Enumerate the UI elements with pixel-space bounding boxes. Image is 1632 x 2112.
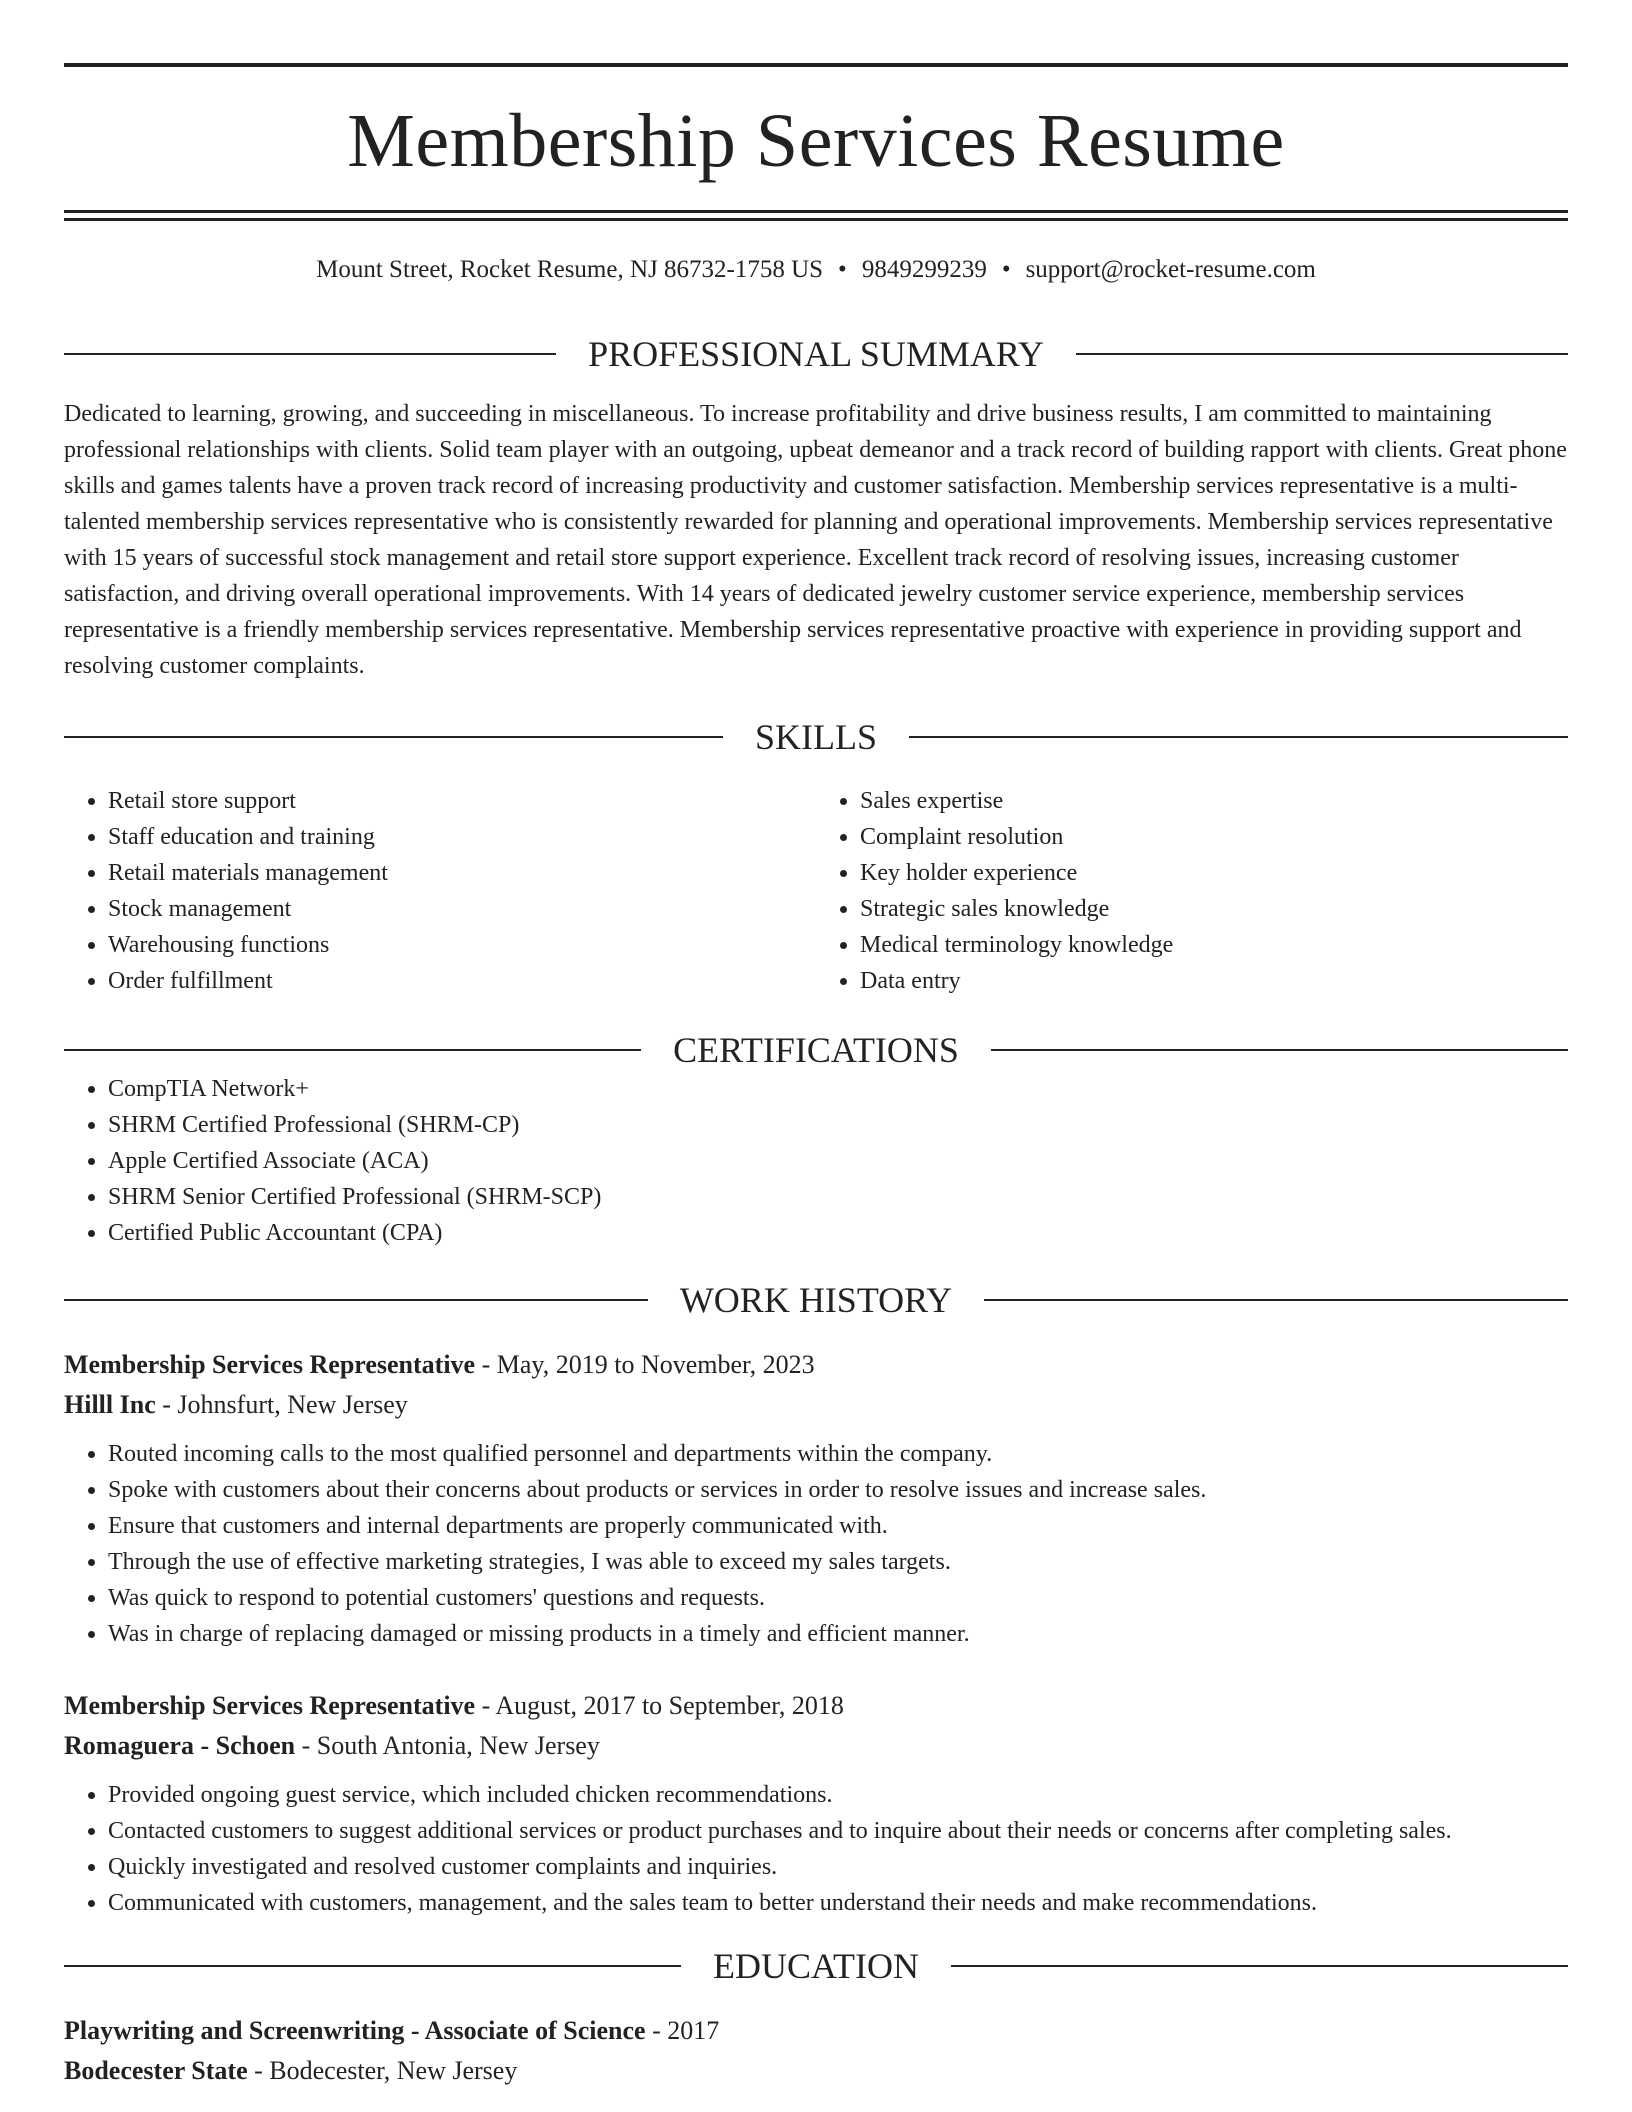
section-heading-skills bbox=[64, 716, 1568, 758]
job-title: Membership Services Representative bbox=[64, 1691, 476, 1720]
job-duty: • Routed incoming calls to the most qualified personnel and departments within the company. bbox=[108, 1436, 1568, 1472]
job-title-line: Membership Services Representative - May, 2019 to November, 2023 bbox=[64, 1350, 815, 1379]
job-dates: August, 2017 to September, 2018 bbox=[495, 1691, 844, 1720]
section-heading-summary bbox=[64, 333, 1568, 375]
contact-address: Mount Street, Rocket Resume, NJ 86732-1758 US bbox=[316, 256, 824, 283]
job-duty: • Contacted customers to suggest additional services or product purchases and to inquire about their needs or concerns after completing sales. bbox=[108, 1813, 1568, 1849]
skill-item: • Data entry bbox=[860, 963, 1568, 999]
job-duty: • Through the use of effective marketing strategies, I was able to exceed my sales targets. bbox=[108, 1544, 1568, 1580]
job-entry bbox=[64, 1345, 1568, 1652]
job-duty: • Was quick to respond to potential customers' questions and requests. bbox=[108, 1580, 1568, 1616]
job-duty: • Quickly investigated and resolved customer complaints and inquiries. bbox=[108, 1849, 1568, 1885]
certification-item: • SHRM Senior Certified Professional (SHRM-SCP) bbox=[108, 1179, 1568, 1215]
skill-item: • Medical terminology knowledge bbox=[860, 927, 1568, 963]
section-heading-certifications bbox=[64, 1029, 1568, 1071]
job-title: Membership Services Representative bbox=[64, 1350, 476, 1379]
education-school-line: Bodecester State - Bodecester, New Jersey bbox=[64, 2056, 518, 2085]
education-school: Bodecester State bbox=[64, 2056, 248, 2085]
contact-line bbox=[64, 255, 1568, 285]
skill-item: • Order fulfillment bbox=[108, 963, 816, 999]
section-heading-label: EDUCATION bbox=[713, 1946, 919, 1986]
section-heading-label: PROFESSIONAL SUMMARY bbox=[588, 334, 1044, 374]
skills-column-right bbox=[816, 783, 1568, 999]
skill-item: • Stock management bbox=[108, 891, 816, 927]
section-heading-label: SKILLS bbox=[755, 717, 878, 757]
skill-item: • Sales expertise bbox=[860, 783, 1568, 819]
certification-item: • CompTIA Network+ bbox=[108, 1071, 1568, 1107]
job-duties bbox=[64, 1777, 1568, 1921]
job-duty: • Spoke with customers about their concerns about products or services in order to resolve issues and increase sales. bbox=[108, 1472, 1568, 1508]
contact-separator: • bbox=[1001, 256, 1011, 283]
skill-item: • Warehousing functions bbox=[108, 927, 816, 963]
certification-item: • Apple Certified Associate (ACA) bbox=[108, 1143, 1568, 1179]
job-location: Johnsfurt, New Jersey bbox=[177, 1390, 408, 1419]
job-entry bbox=[64, 1686, 1568, 1921]
resume-title: Membership Services Resume bbox=[347, 99, 1285, 183]
job-location: South Antonia, New Jersey bbox=[316, 1731, 600, 1760]
job-duties bbox=[64, 1436, 1568, 1652]
skill-item: • Retail store support bbox=[108, 783, 816, 819]
skill-item: • Staff education and training bbox=[108, 819, 816, 855]
section-heading-work-history bbox=[64, 1279, 1568, 1321]
job-company: Hilll Inc bbox=[64, 1390, 156, 1419]
education-location: Bodecester, New Jersey bbox=[269, 2056, 518, 2085]
job-duty: • Communicated with customers, management, and the sales team to better understand their needs and make recommendations. bbox=[108, 1885, 1568, 1921]
education-entry bbox=[64, 2011, 1568, 2091]
certification-item: • Certified Public Accountant (CPA) bbox=[108, 1215, 1568, 1251]
professional-summary: Dedicated to learning, growing, and succeeding in miscellaneous. To increase profitability and drive business results, I am committed to maintaining professional relationships with clients. Solid team player with an outgoing, upbeat demeanor and a track record of building rapport with clients. Great phone skills and games talents have a proven track record of increasing productivity and customer satisfaction. Membership services representative is a multi-talented membership services representative who is consistently rewarded for planning and operational improvements. Membership services representative with 15 years of successful stock management and retail store support experience. Excellent track record of resolving issues, increasing customer satisfaction, and driving overall operational improvements. With 14 years of dedicated jewelry customer service experience, membership services representative is a friendly membership services representative. Membership services representative proactive with experience in providing support and resolving customer complaints. bbox=[64, 401, 1567, 679]
education-degree-line: Playwriting and Screenwriting - Associate of Science - 2017 bbox=[64, 2016, 720, 2045]
job-company-line: Romaguera - Schoen - South Antonia, New Jersey bbox=[64, 1731, 600, 1760]
section-heading-label: WORK HISTORY bbox=[679, 1280, 953, 1320]
education-degree: Playwriting and Screenwriting - Associate of Science bbox=[64, 2016, 646, 2045]
job-company-line: Hilll Inc - Johnsfurt, New Jersey bbox=[64, 1390, 408, 1419]
certifications-list bbox=[64, 1071, 1568, 1251]
job-title-line: Membership Services Representative - August, 2017 to September, 2018 bbox=[64, 1691, 844, 1720]
education-year: 2017 bbox=[667, 2016, 720, 2045]
contact-separator: • bbox=[838, 256, 847, 283]
skill-item: • Complaint resolution bbox=[860, 819, 1568, 855]
skills-column-left bbox=[64, 783, 816, 999]
section-heading-education bbox=[64, 1945, 1568, 1987]
skill-item: • Retail materials management bbox=[108, 855, 816, 891]
job-dates: May, 2019 to November, 2023 bbox=[496, 1350, 815, 1379]
contact-phone: 9849299239 bbox=[861, 256, 987, 283]
certification-item: • SHRM Certified Professional (SHRM-CP) bbox=[108, 1107, 1568, 1143]
top-rule bbox=[64, 63, 1568, 67]
skill-item: • Strategic sales knowledge bbox=[860, 891, 1568, 927]
skills-list bbox=[64, 783, 1568, 999]
job-duty: • Provided ongoing guest service, which included chicken recommendations. bbox=[108, 1777, 1568, 1813]
section-heading-label: CERTIFICATIONS bbox=[673, 1030, 959, 1070]
job-company: Romaguera - Schoen bbox=[64, 1731, 296, 1760]
skill-item: • Key holder experience bbox=[860, 855, 1568, 891]
job-duty: • Was in charge of replacing damaged or missing products in a timely and efficient manner. bbox=[108, 1616, 1568, 1652]
title-double-rule bbox=[64, 210, 1568, 221]
job-duty: • Ensure that customers and internal departments are properly communicated with. bbox=[108, 1508, 1568, 1544]
contact-email: support@rocket-resume.com bbox=[1025, 256, 1316, 283]
